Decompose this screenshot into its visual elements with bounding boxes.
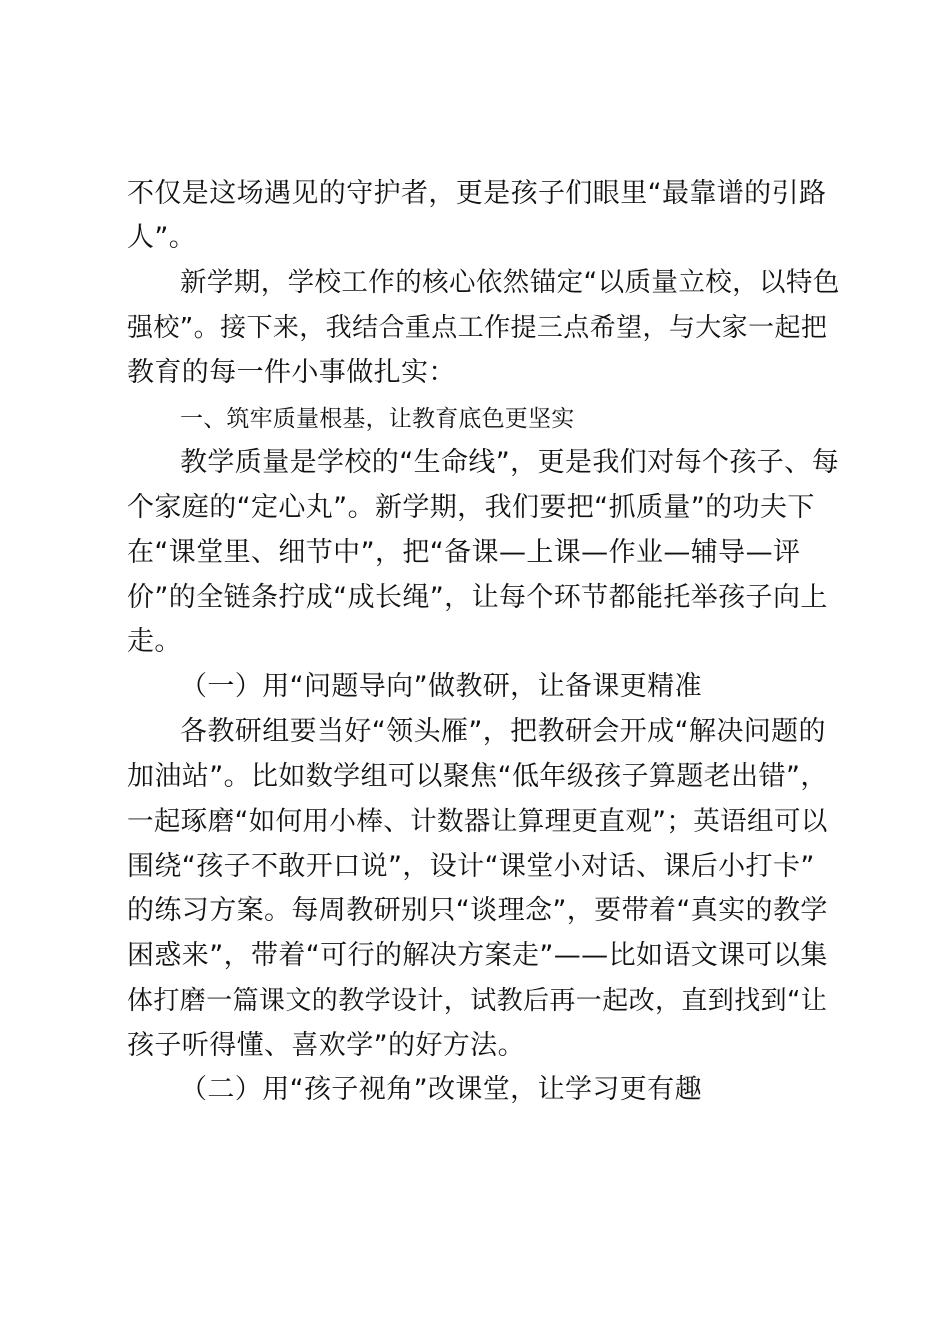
text-line: 的练习方案。每周教研别只“谈理念”，要带着“真实的教学 [127, 895, 828, 926]
subsection-heading: （二）用“孩子视角”改课堂，让学习更有趣 [180, 1074, 702, 1105]
paragraph-first-line: 新学期，学校工作的核心依然锚定“以质量立校，以特色 [180, 267, 840, 298]
text-line: 体打磨一篇课文的教学设计，试教后再一起改，直到找到“让 [127, 986, 828, 1016]
paragraph-first-line: 各教研组要当好“领头雁”，把教研会开成“解决问题的 [180, 716, 826, 747]
text-line: 一起琢磨“如何用小棒、计数器让算理更直观”；英语组可以 [127, 806, 828, 837]
subsection-heading: （一）用“问题导向”做教研，让备课更精准 [180, 671, 702, 702]
text-line: 价”的全链条拧成“成长绳”，让每个环节都能托举孩子向上 [127, 582, 828, 613]
section-heading: 一、筑牢质量根基，让教育底色更坚实 [180, 406, 575, 432]
text-line: 教育的每一件小事做扎实： [127, 357, 456, 388]
text-line: 不仅是这场遇见的守护者，更是孩子们眼里“最靠谱的引路 [127, 178, 827, 209]
text-line: 强校”。接下来，我结合重点工作提三点希望，与大家一起把 [127, 313, 828, 343]
text-line: 孩子听得懂、喜欢学”的好方法。 [127, 1030, 525, 1061]
text-line: 个家庭的“定心丸”。新学期，我们要把“抓质量”的功夫下 [127, 492, 815, 523]
text-line: 加油站”。比如数学组可以聚焦“低年级孩子算题老出错”， [127, 761, 828, 792]
text-line: 人”。 [127, 222, 197, 253]
text-line: 困惑来”，带着“可行的解决方案走”——比如语文课可以集 [127, 940, 828, 971]
text-line: 围绕“孩子不敢开口说”，设计“课堂小对话、课后小打卡” [127, 851, 815, 882]
text-line: 走。 [127, 626, 182, 657]
text-line: 在“课堂里、细节中”，把“备课—上课—作业—辅导—评 [127, 537, 801, 568]
paragraph-first-line: 教学质量是学校的“生命线”，更是我们对每个孩子、每 [180, 447, 839, 478]
